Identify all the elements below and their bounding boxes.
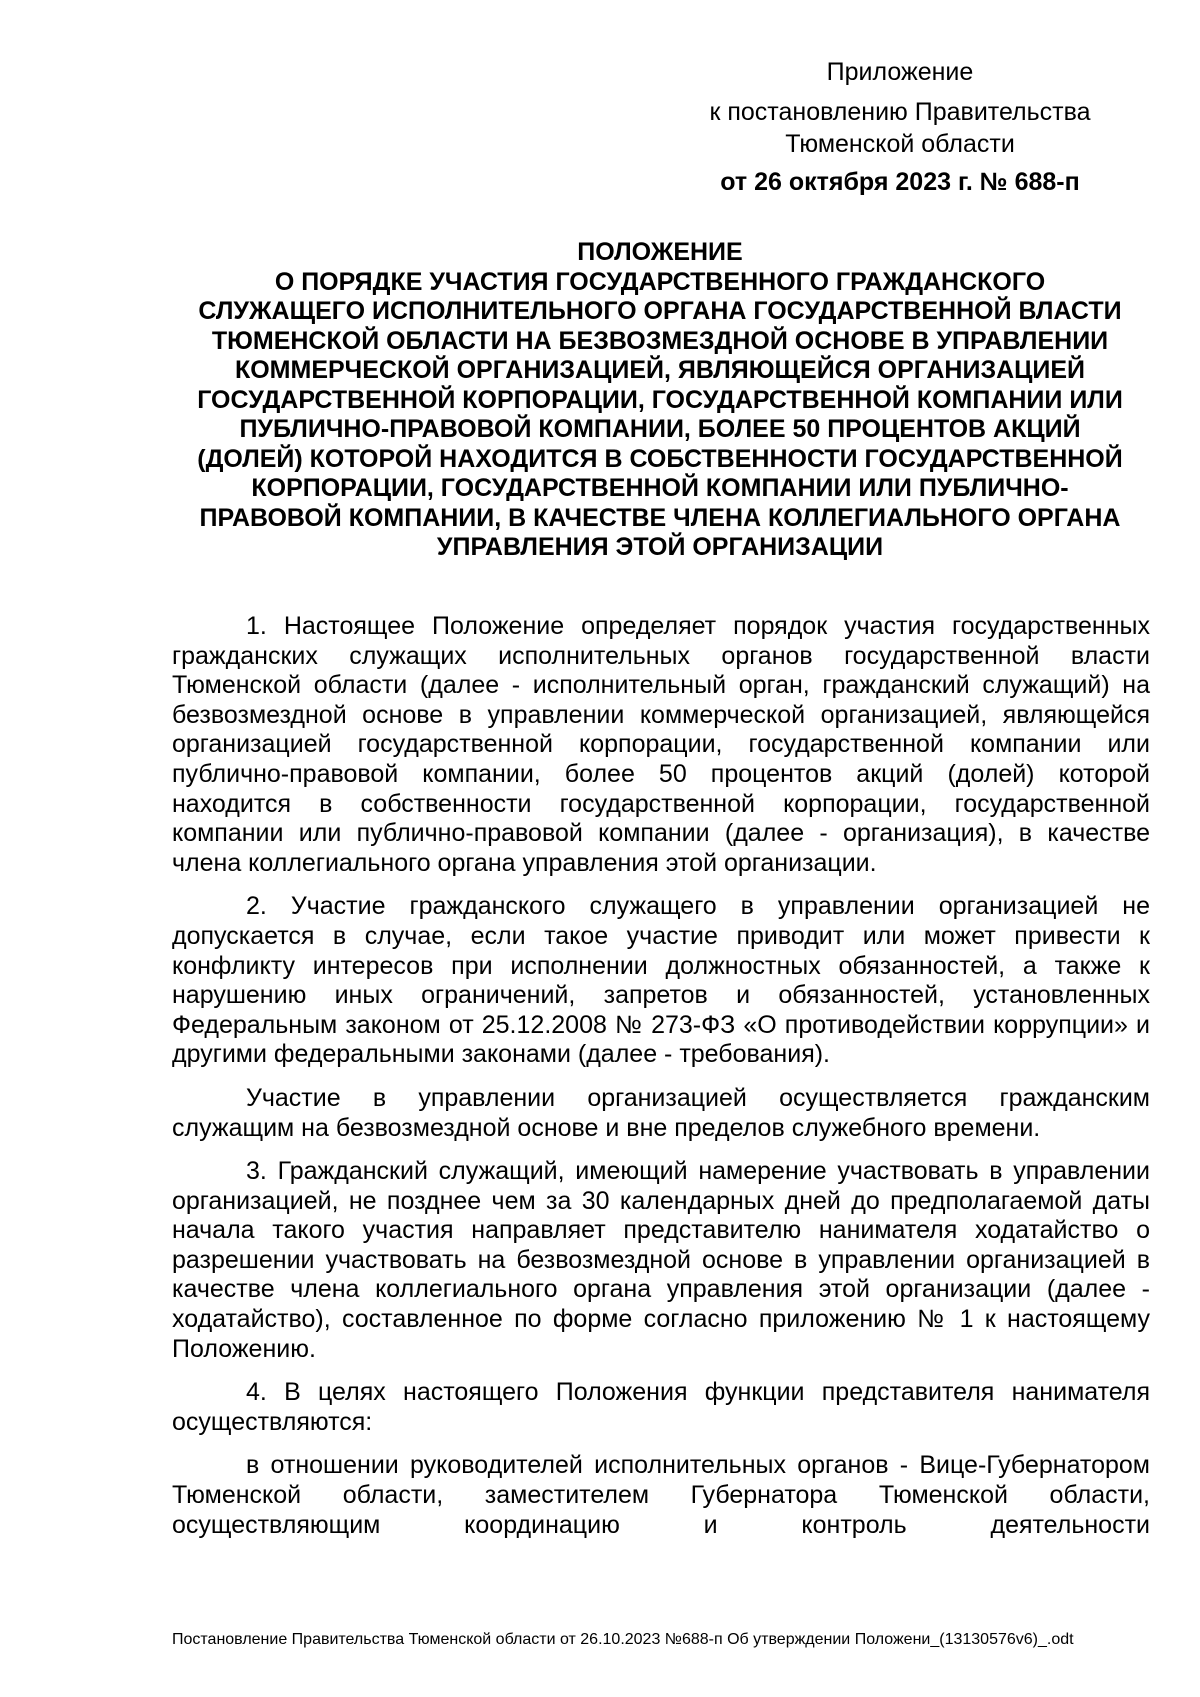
title-line: ПРАВОВОЙ КОМПАНИИ, В КАЧЕСТВЕ ЧЛЕНА КОЛЛЕГИАЛЬНОГО ОРГАНА	[199, 503, 1121, 532]
paragraph-2: 2. Участие гражданского служащего в управлении организацией не допускается в случае, если такое участие приводит или может привести к конфликту интересов при исполнении должностных обязанностей, а также к нарушению иных ограничений, запретов и обязанностей, установленных Федеральным законом от 25.12.2008 № 273-ФЗ «О противодействии коррупции» и другими федеральными законами (далее - требования).	[172, 892, 1150, 1069]
title-line: УПРАВЛЕНИЯ ЭТОЙ ОРГАНИЗАЦИИ	[436, 533, 884, 561]
title-line: ТЮМЕНСКОЙ ОБЛАСТИ НА БЕЗВОЗМЕЗДНОЙ ОСНОВЕ В УПРАВЛЕНИИ	[211, 326, 1109, 355]
paragraph-4-item: в отношении руководителей исполнительных органов - Вице-Губернатором Тюменской области, заместителем Губернатора Тюменской области, осуществляющим координацию и контроль деятельности	[172, 1451, 1150, 1539]
appendix-label: Приложение	[826, 58, 974, 86]
title-line: КОММЕРЧЕСКОЙ ОРГАНИЗАЦИЕЙ, ЯВЛЯЮЩЕЙСЯ ОРГАНИЗАЦИЕЙ	[234, 356, 1086, 384]
title-line: СЛУЖАЩЕГО ИСПОЛНИТЕЛЬНОГО ОРГАНА ГОСУДАРСТВЕННОЙ ВЛАСТИ	[198, 297, 1122, 325]
page-footer: Постановление Правительства Тюменской области от 26.10.2023 №688-п Об утверждении Положени_(13130576v6)_.odt	[172, 1631, 1074, 1648]
appendix-reference	[620, 96, 1180, 160]
title-line: ГОСУДАРСТВЕННОЙ КОРПОРАЦИИ, ГОСУДАРСТВЕННОЙ КОМПАНИИ ИЛИ	[197, 385, 1123, 414]
appendix-reference-line: к постановлению Правительства	[709, 98, 1091, 126]
document-body	[172, 612, 1150, 1540]
resolution-number: от 26 октября 2023 г. № 688-п	[720, 168, 1080, 196]
title-line: ПОЛОЖЕНИЕ	[577, 238, 743, 266]
title-line: (ДОЛЕЙ) КОТОРОЙ НАХОДИТСЯ В СОБСТВЕННОСТИ ГОСУДАРСТВЕННОЙ	[197, 444, 1123, 473]
paragraph-3: 3. Гражданский служащий, имеющий намерение участвовать в управлении организацией, не позднее чем за 30 календарных дней до предполагаемой даты начала такого участия направляет представителю нанимателя ходатайство о разрешении участвовать на безвозмездной основе в управлении организацией в качестве члена коллегиального органа управления этой организации (далее - ходатайство), составленное по форме согласно приложению № 1 к настоящему Положению.	[172, 1157, 1150, 1363]
paragraph-1: 1. Настоящее Положение определяет порядок участия государственных гражданских служащих исполнительных органов государственной власти Тюменской области (далее - исполнительный орган, гражданский служащий) на безвозмездной основе в управлении коммерческой организацией, являющейся организацией государственной корпорации, государственной компании или публично-правовой компании, более 50 процентов акций (долей) которой находится в собственности государственной корпорации, государственной компании или публично-правовой компании (далее - организация), в качестве члена коллегиального органа управления этой организации.	[172, 612, 1150, 877]
paragraph-4: 4. В целях настоящего Положения функции представителя нанимателя осуществляются:	[172, 1378, 1150, 1436]
appendix-reference-line: Тюменской области	[785, 130, 1015, 158]
document-title	[170, 238, 1150, 563]
paragraph-2-continued: Участие в управлении организацией осуществляется гражданским служащим на безвозмездной основе и вне пределов служебного времени.	[172, 1083, 1150, 1142]
title-line: О ПОРЯДКЕ УЧАСТИЯ ГОСУДАРСТВЕННОГО ГРАЖДАНСКОГО	[274, 267, 1046, 296]
title-line: ПУБЛИЧНО-ПРАВОВОЙ КОМПАНИИ, БОЛЕЕ 50 ПРОЦЕНТОВ АКЦИЙ	[239, 415, 1081, 443]
title-line: КОРПОРАЦИИ, ГОСУДАРСТВЕННОЙ КОМПАНИИ ИЛИ ПУБЛИЧНО-	[251, 474, 1069, 502]
